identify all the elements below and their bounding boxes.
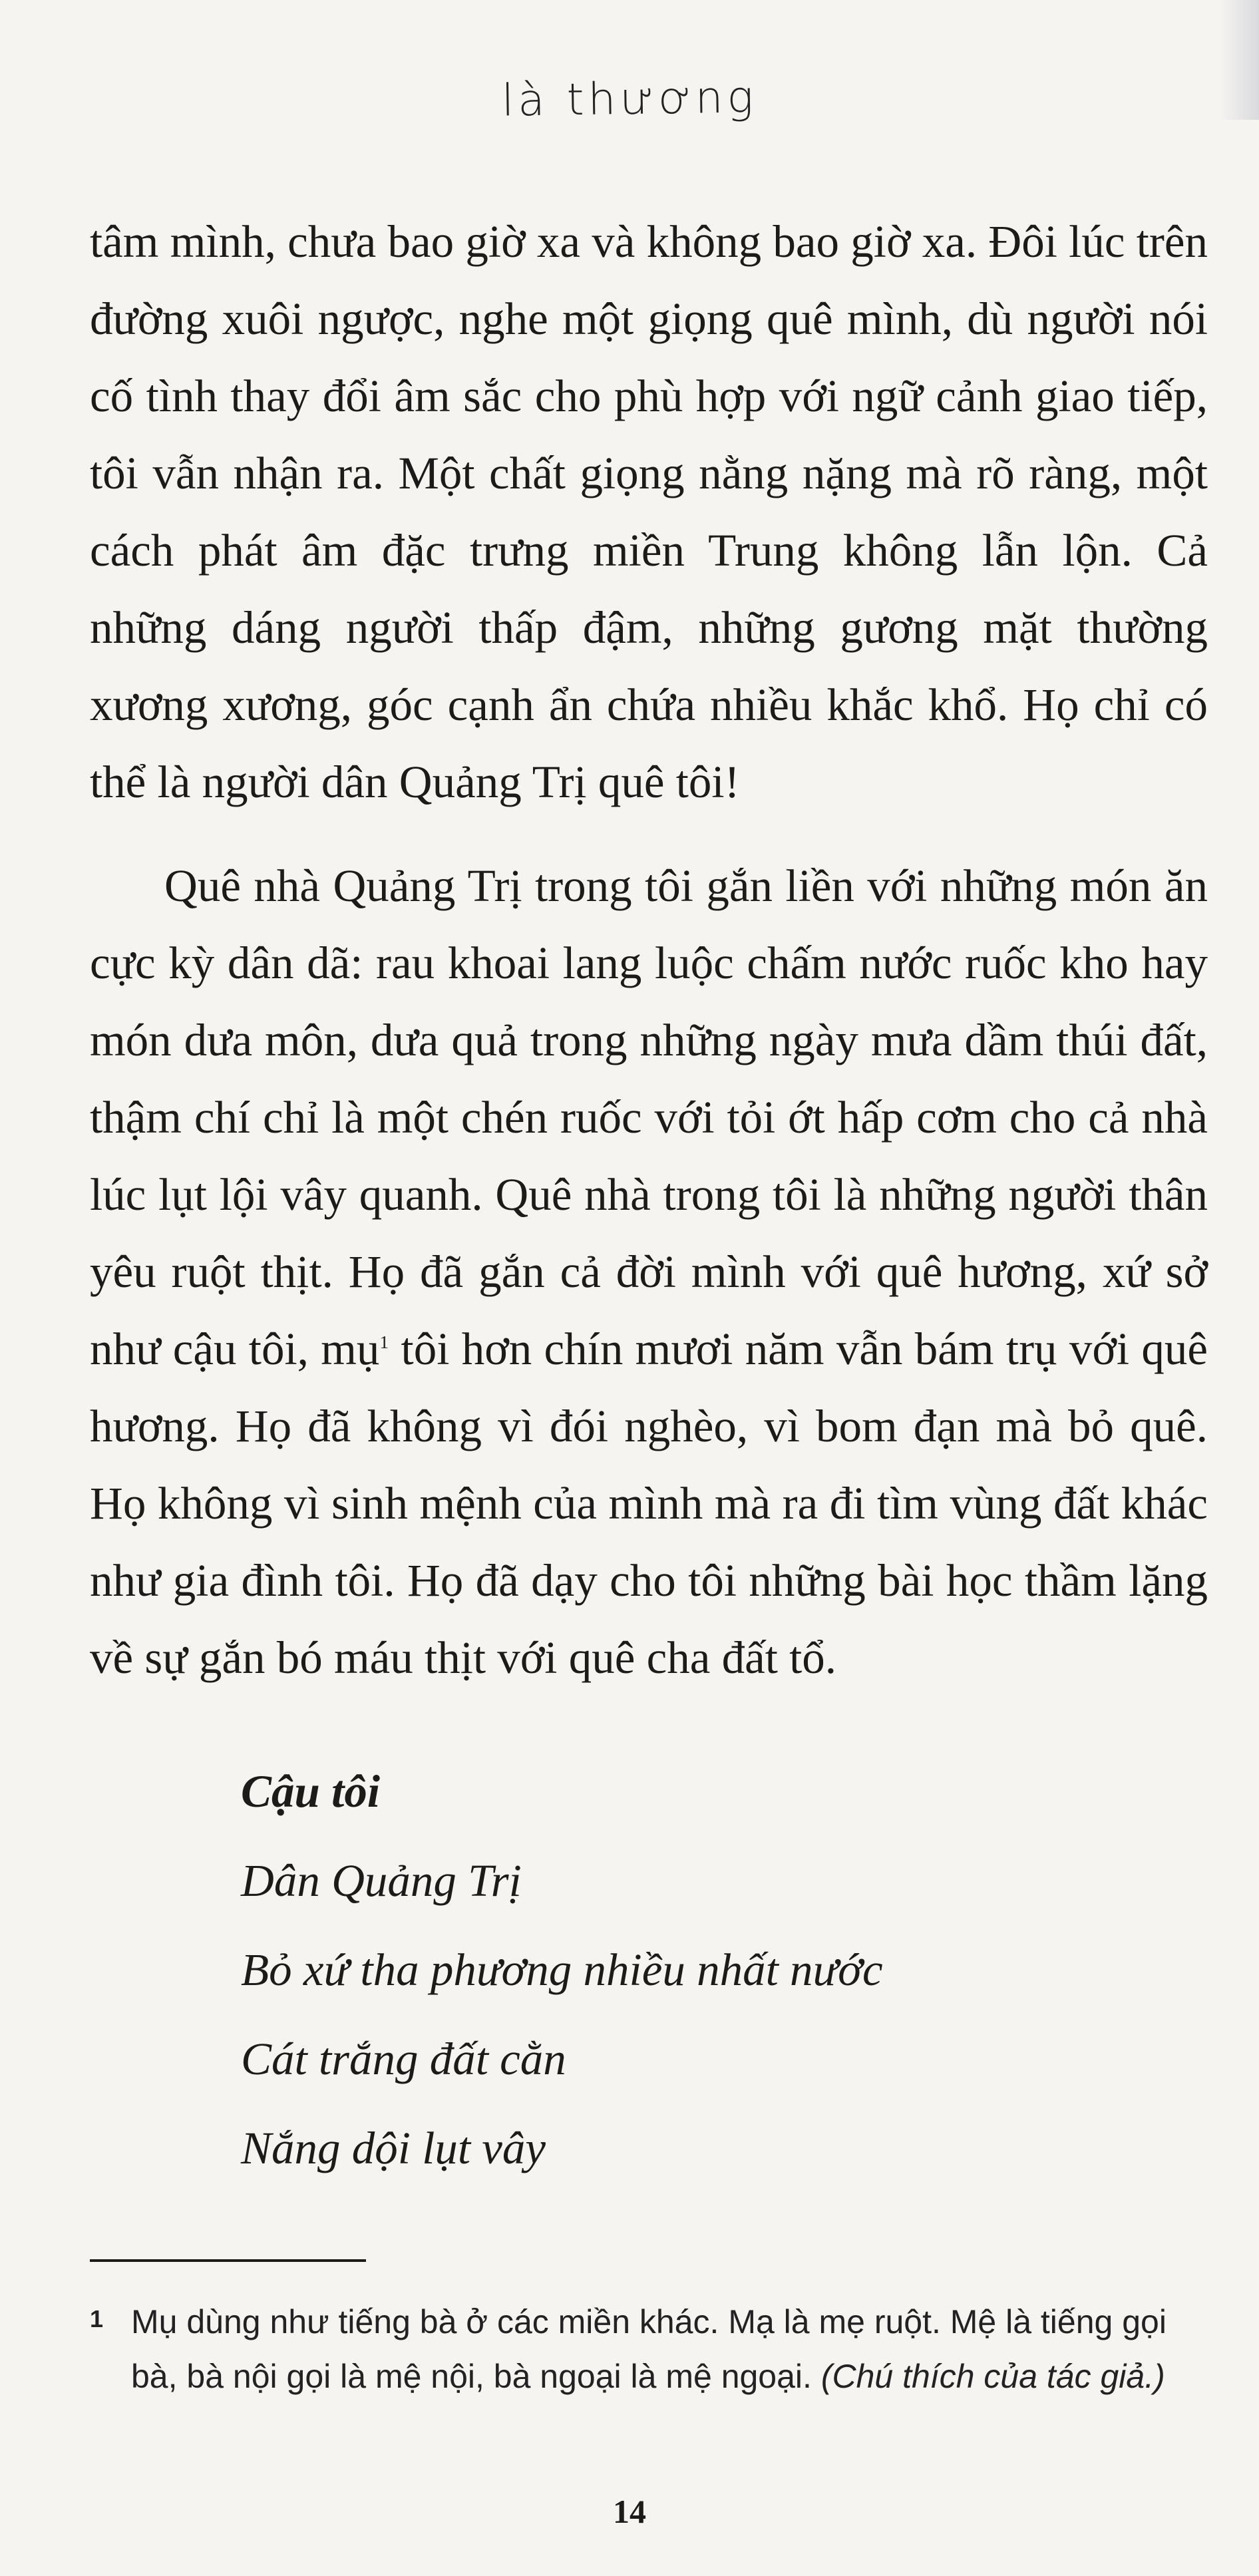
footnote-author-note: (Chú thích của tác giả.) [820,2358,1165,2395]
poem-line: Cát trắng đất cằn [241,2034,566,2084]
poem-line: Dân Quảng Trị [241,1855,522,1906]
poem-line: Bỏ xứ tha phương nhiều nhất nước [241,1944,883,1995]
paragraph-2-part-2: tôi hơn chín mươi năm vẫn bám trụ với quê hương. Họ đã không vì đói nghèo, vì bom đạn mà bỏ quê. Họ không vì sinh mệnh của mình mà ra đi tìm vùng đất khác như gia đình tôi. Họ đã dạy cho tôi những bài học thầm lặng về sự gắn bó máu thịt với quê cha đất tổ. [90,1324,1208,1683]
poem-title: Cậu tôi [241,1766,380,1817]
poem-line: Nắng dội lụt vây [241,2123,546,2173]
footnote-divider [90,2259,366,2262]
footnote-reference: 1 [379,1332,389,1352]
body-text [90,203,1208,1696]
paragraph-1: tâm mình, chưa bao giờ xa và không bao giờ xa. Đôi lúc trên đường xuôi ngược, nghe một giọng quê mình, dù người nói cố tình thay đổi âm sắc cho phù hợp với ngữ cảnh giao tiếp, tôi vẫn nhận ra. Một chất giọng nằng nặng mà rõ ràng, một cách phát âm đặc trưng miền Trung không lẫn lộn. Cả những dáng người thấp đậm, những gương mặt thường xương xương, góc cạnh ẩn chứa nhiều khắc khổ. Họ chỉ có thể là người dân Quảng Trị quê tôi! [90,216,1208,807]
poem [241,1747,883,2193]
running-head: là thương [501,71,758,126]
footnote-mark: 1 [90,2305,104,2332]
page-number: 14 [613,2493,646,2530]
footnote-text: Mụ dùng như tiếng bà ở các miền khác. Mạ là mẹ ruột. Mệ là tiếng gọi bà, bà nội gọi là mệ nội, bà ngoại là mệ ngoại. [131,2303,1167,2395]
paragraph-2 [90,847,1208,1696]
footnote-body [131,2295,1208,2404]
footnote [90,2295,1208,2404]
paragraph-2-part-1: Quê nhà Quảng Trị trong tôi gắn liền với những món ăn cực kỳ dân dã: rau khoai lang luộc chấm nước ruốc kho hay món dưa môn, dưa quả trong những ngày mưa dầm thúi đất, thậm chí chỉ là một chén ruốc với tỏi ớt hấp cơm cho cả nhà lúc lụt lội vây quanh. Quê nhà trong tôi là những người thân yêu ruột thịt. Họ đã gắn cả đời mình với quê hương, xứ sở như cậu tôi, mụ [90,860,1208,1374]
